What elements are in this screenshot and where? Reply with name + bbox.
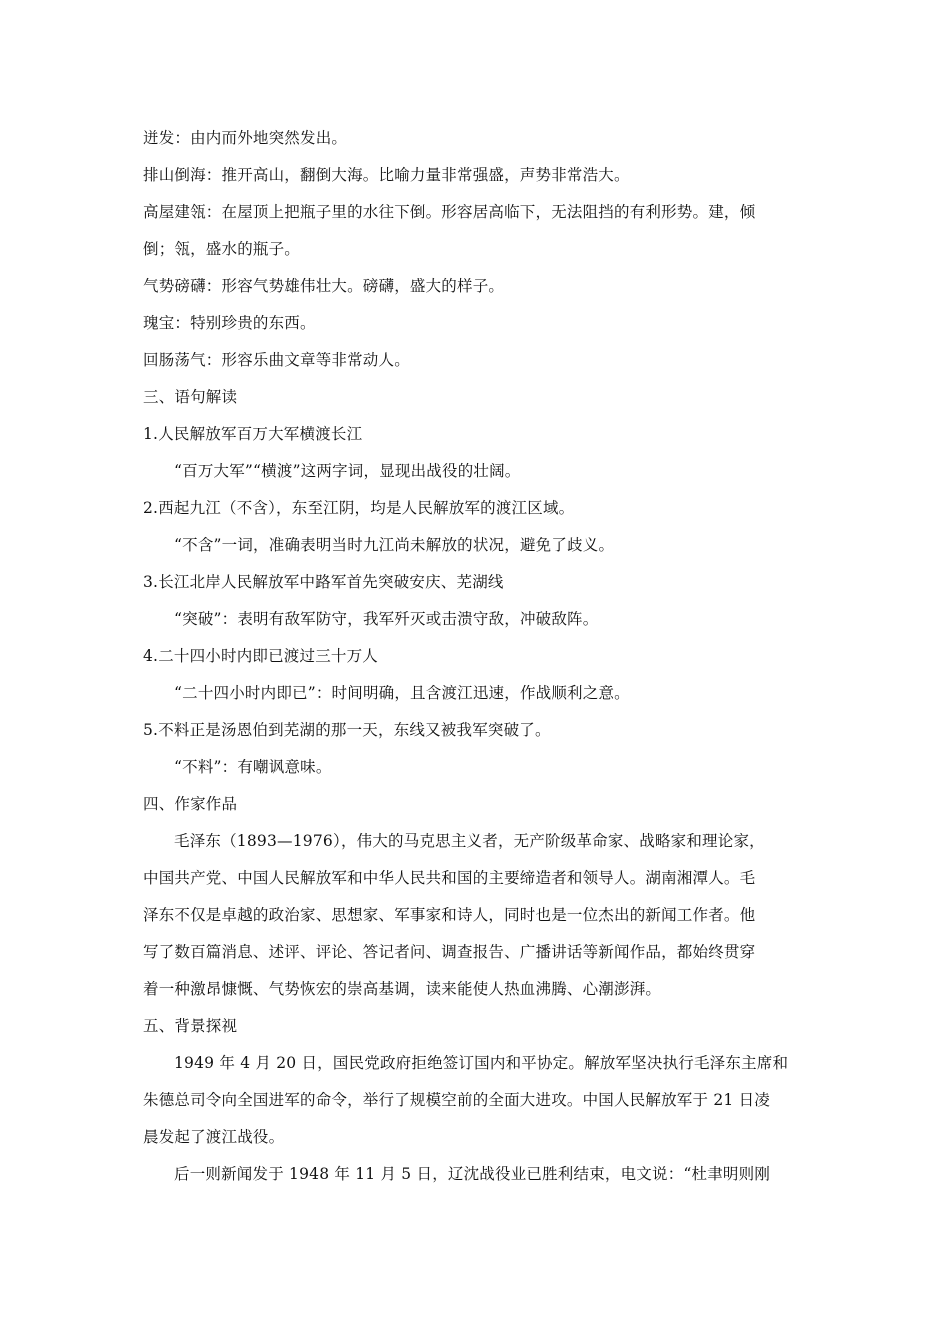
sentence-item: 4.二十四小时内即已渡过三十万人	[143, 647, 378, 665]
author-paragraph-line: 毛泽东（1893—1976），伟大的马克思主义者，无产阶级革命家、战略家和理论家，	[174, 832, 765, 850]
sentence-item: 1.人民解放军百万大军横渡长江	[143, 425, 363, 443]
background-paragraph-line: 后一则新闻发于 1948 年 11 月 5 日，辽沈战役业已胜利结束，电文说：“杜聿明则刚	[174, 1165, 771, 1183]
sentence-item: 2.西起九江（不含），东至江阴，均是人民解放军的渡江区域。	[143, 499, 575, 517]
sentence-note: “不含”一词，准确表明当时九江尚未解放的状况，避免了歧义。	[174, 536, 615, 554]
background-paragraph-line: 1949 年 4 月 20 日，国民党政府拒绝签订国内和平协定。解放军坚决执行毛泽东主席和	[174, 1054, 789, 1072]
background-paragraph-line: 朱德总司令向全国进军的命令，举行了规模空前的全面大进攻。中国人民解放军于 21 日凌	[143, 1091, 770, 1109]
vocab-entry: 高屋建瓴：在屋顶上把瓶子里的水往下倒。形容居高临下，无法阻挡的有利形势。建，倾	[143, 203, 756, 221]
section-heading: 三、语句解读	[143, 388, 238, 406]
background-paragraph-line: 晨发起了渡江战役。	[143, 1128, 285, 1146]
author-paragraph-line: 着一种激昂慷慨、气势恢宏的崇高基调，读来能使人热血沸腾、心潮澎湃。	[143, 980, 662, 998]
section-heading: 四、作家作品	[143, 795, 238, 813]
document-body	[143, 120, 813, 1193]
author-paragraph-line: 泽东不仅是卓越的政治家、思想家、军事家和诗人，同时也是一位杰出的新闻工作者。他	[143, 906, 756, 924]
sentence-item: 3.长江北岸人民解放军中路军首先突破安庆、芜湖线	[143, 573, 504, 591]
vocab-entry: 迸发：由内而外地突然发出。	[143, 129, 348, 147]
vocab-entry-continued: 倒；瓴，盛水的瓶子。	[143, 240, 301, 258]
section-heading: 五、背景探视	[143, 1017, 238, 1035]
author-paragraph-line: 写了数百篇消息、述评、评论、答记者问、调查报告、广播讲话等新闻作品，都始终贯穿	[143, 943, 756, 961]
vocab-entry: 回肠荡气：形容乐曲文章等非常动人。	[143, 351, 410, 369]
vocab-entry: 气势磅礴：形容气势雄伟壮大。磅礴，盛大的样子。	[143, 277, 505, 295]
sentence-item: 5.不料正是汤恩伯到芜湖的那一天，东线又被我军突破了。	[143, 721, 551, 739]
sentence-note: “不料”：有嘲讽意味。	[174, 758, 332, 776]
vocab-entry: 瑰宝：特别珍贵的东西。	[143, 314, 316, 332]
author-paragraph-line: 中国共产党、中国人民解放军和中华人民共和国的主要缔造者和领导人。湖南湘潭人。毛	[143, 869, 756, 887]
sentence-note: “突破”：表明有敌军防守，我军歼灭或击溃守敌，冲破敌阵。	[174, 610, 599, 628]
sentence-note: “百万大军”“横渡”这两字词，显现出战役的壮阔。	[174, 462, 521, 480]
sentence-note: “二十四小时内即已”：时间明确，且含渡江迅速，作战顺利之意。	[174, 684, 630, 702]
vocab-entry: 排山倒海：推开高山，翻倒大海。比喻力量非常强盛，声势非常浩大。	[143, 166, 630, 184]
